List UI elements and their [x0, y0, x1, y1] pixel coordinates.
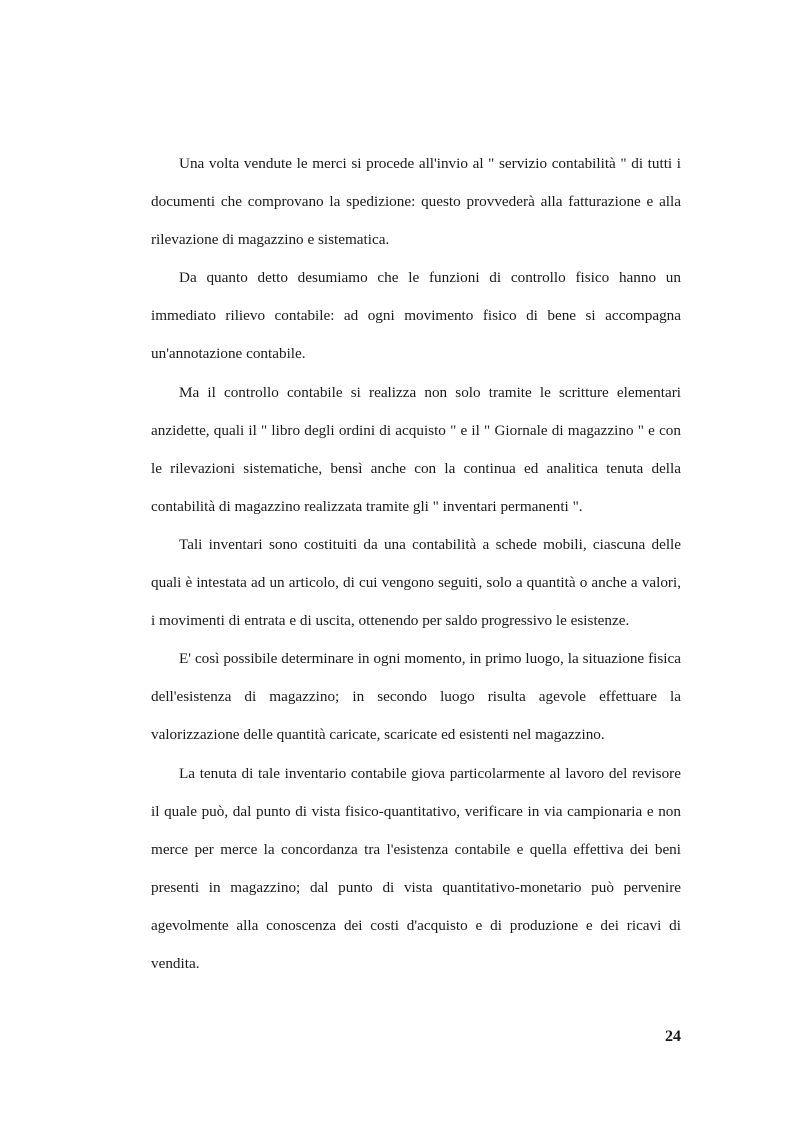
- page-number: 24: [665, 1028, 681, 1045]
- paragraph-4: Tali inventari sono costituiti da una contabilità a schede mobili, ciascuna delle quali è intestata ad un articolo, di cui vengono seguiti, solo a quantità o anche a valori, i movimenti di entrata e di uscita, ottenendo per saldo progressivo le esistenze.: [151, 535, 681, 630]
- paragraph-6: La tenuta di tale inventario contabile giova particolarmente al lavoro del revisore il quale può, dal punto di vista fisico-quantitativo, verificare in via campionaria e non merce per merce la concordanza tra l'esistenza contabile e quella effettiva dei beni presenti in magazzino; dal punto di vista quantitativo-monetario può pervenire agevolmente alla conoscenza dei costi d'acquisto e di produzione e dei ricavi di vendita.: [151, 764, 681, 972]
- paragraph-5: E' così possibile determinare in ogni momento, in primo luogo, la situazione fisica dell'esistenza di magazzino; in secondo luogo risulta agevole effettuare la valorizzazione delle quantità caricate, scaricate ed esistenti nel magazzino.: [151, 650, 681, 744]
- paragraph-1: Una volta vendute le merci si procede all'invio al " servizio contabilità " di tutti i documenti che comprovano la spedizione: questo provvederà alla fatturazione e alla rilevazione di magazzino e sistematica.: [151, 155, 681, 249]
- paragraph-3: Ma il controllo contabile si realizza non solo tramite le scritture elementari anzidette, quali il " libro degli ordini di acquisto " e il " Giornale di magazzino " e con le rilevazioni sistematiche, bensì anche con la continua ed analitica tenuta della contabilità di magazzino realizzata tramite gli " inventari permanenti ".: [151, 383, 681, 515]
- paragraph-2: Da quanto detto desumiamo che le funzioni di controllo fisico hanno un immediato rilievo contabile: ad ogni movimento fisico di bene si accompagna un'annotazione contabile.: [151, 269, 681, 363]
- body-text: [151, 145, 681, 983]
